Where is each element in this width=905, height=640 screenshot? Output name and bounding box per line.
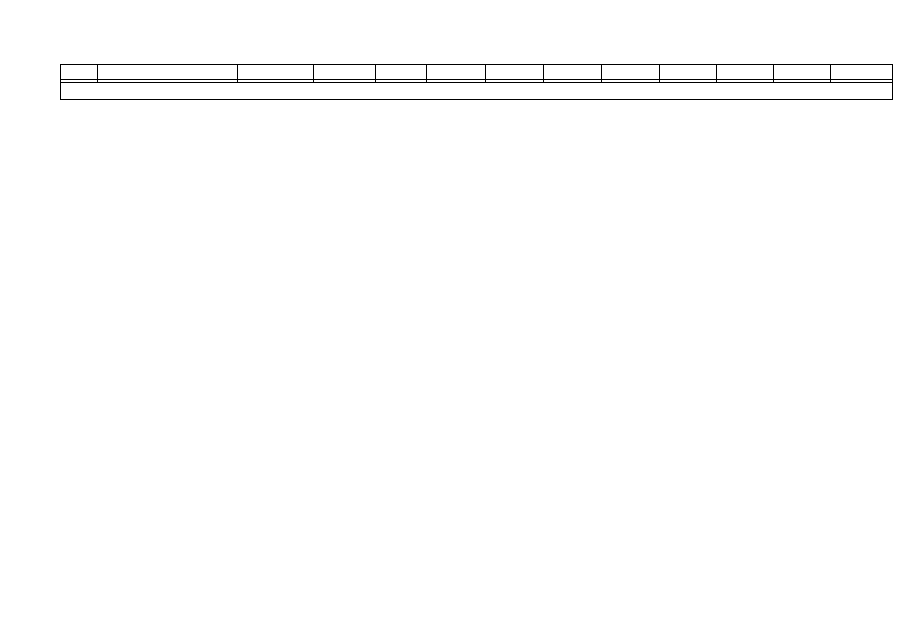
column-number-row	[61, 65, 893, 80]
column-header	[61, 65, 98, 80]
column-header	[314, 65, 376, 80]
section-header-small-farms	[61, 83, 893, 100]
indicators-table	[60, 64, 893, 100]
column-header	[544, 65, 602, 80]
column-header	[602, 65, 660, 80]
section-title	[61, 83, 893, 100]
column-header	[98, 65, 238, 80]
column-header	[427, 65, 486, 80]
column-header	[486, 65, 544, 80]
column-header	[774, 65, 831, 80]
column-header	[238, 65, 314, 80]
column-header	[660, 65, 717, 80]
column-header	[376, 65, 427, 80]
column-header	[717, 65, 774, 80]
column-header	[831, 65, 893, 80]
